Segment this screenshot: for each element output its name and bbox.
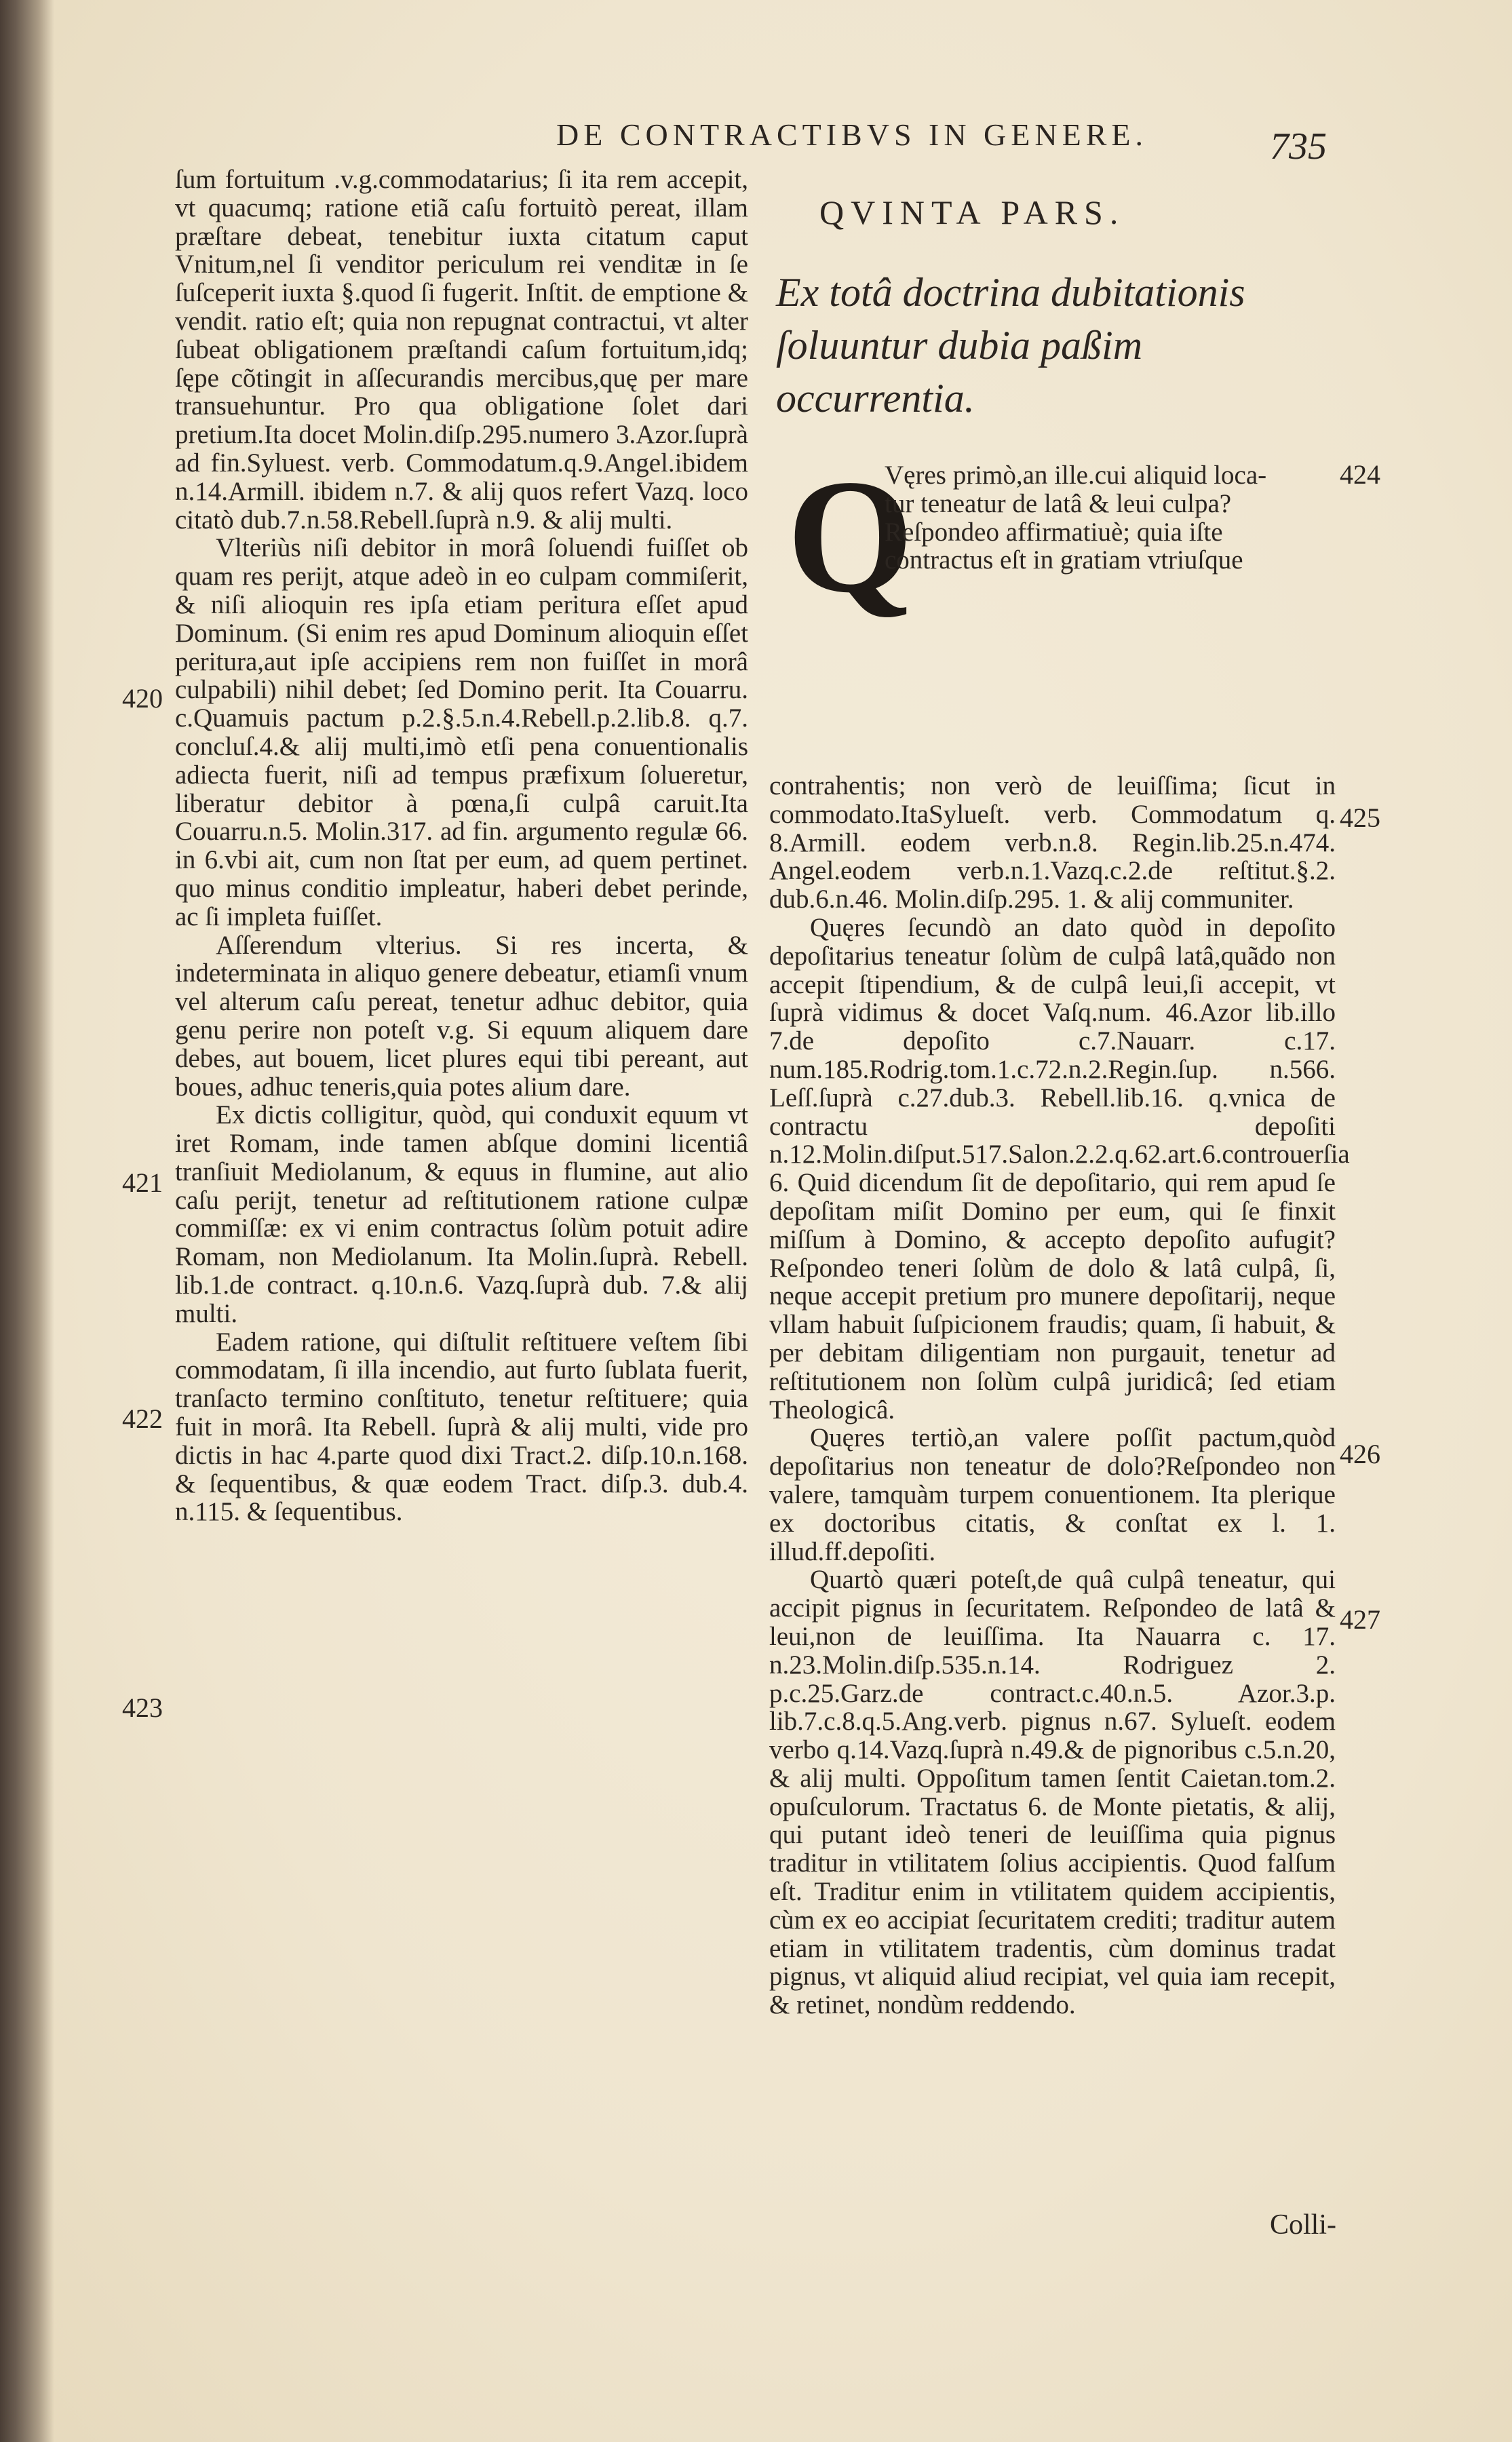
section-subtitle: Ex totâ doctrina dubitationis ſoluuntur dubia paßim occurrentia.	[776, 270, 1245, 421]
margin-number-427: 427	[1340, 1604, 1380, 1635]
drop-cap-line: Vęres primò,an ille.cui aliquid loca-	[885, 461, 1267, 490]
margin-number-422: 422	[122, 1403, 163, 1434]
catchword: Colli-	[1270, 2209, 1337, 2241]
paragraph-426: Quęres tertiò,an valere poſſit pactum,quòd depoſitarius non teneatur de dolo?Reſpondeo non valere, tamquàm turpem conuentionem. Ita plerique ex doctoribus citatis, & conſtat ex l. 1. illud.ff.depoſiti.	[769, 1423, 1336, 1566]
margin-number-425: 425	[1340, 802, 1380, 833]
paragraph-427: Quartò quæri poteſt,de quâ culpâ teneatur, qui accipit pignus in ſecuritatem. Reſpondeo de latâ & leui,non de leuiſſima. Ita Nauarra c. 17. n.23.Molin.diſp.535.n.14. Rodriguez 2. p.c.25.Garz.de contract.c.40.n.5. Azor.3.p. lib.7.c.8.q.5.Ang.verb. pignus n.67. Sylueſt. eodem verbo q.14.Vazq.ſuprà n.49.& de pignoribus c.5.n.20, & alij multi. Oppoſitum tamen ſentit Caietan.tom.2. opuſculorum. Tractatus 6. de Monte pietatis, & alij, qui putant ideò teneri de leuiſſima quia pignus traditur in vtilitatem ſolius accipientis. Quod falſum eſt. Traditur enim in vtilitatem quidem accipientis, cùm ex eo accipiat ſecuritatem crediti; traditur autem etiam in vtilitatem tradentis, cùm dominus tradat pignus, vt aliquid aliud recipiat, vel quia iam recepit, & retinet, nondùm reddendo.	[769, 1565, 1336, 2020]
page-number: 735	[1270, 125, 1327, 168]
paragraph-422: Ex dictis colligitur, quòd, qui conduxit equum vt iret Romam, inde tamen abſque domini licentiâ tranſiuit Mediolanum, & equus in flumine, aut alio caſu perijt, tenetur ad reſtitutionem ratione culpæ commiſſæ: ex vi enim contractus ſolùm potuit adire Romam, non Mediolanum. Ita Molin.ſuprà. Rebell. lib.1.de contract. q.10.n.6. Vazq.ſuprà dub. 7.& alij multi.	[175, 1100, 748, 1328]
margin-number-426: 426	[1340, 1439, 1380, 1469]
margin-number-420: 420	[122, 683, 163, 714]
margin-number-424: 424	[1340, 459, 1380, 490]
right-column	[769, 771, 1350, 2020]
paragraph-423: Eadem ratione, qui diſtulit reſtituere veſtem ſibi commodatam, ſi illa incendio, aut furto ſublata fuerit, tranſacto termino conſtituto, tenetur reſtituere; quia fuit in morâ. Ita Rebell. ſuprà & alij multi, vide pro dictis in hac 4.parte quod dixi Tract.2. diſp.10.n.168. & ſequentibus, & quæ eodem Tract. diſp.3. dub.4. n.115. & ſequentibus.	[175, 1327, 748, 1527]
paragraph-424-opening	[769, 461, 1336, 575]
margin-number-421: 421	[122, 1167, 163, 1198]
drop-cap: Q	[787, 446, 914, 626]
paragraph-421: Aſſerendum vlterius. Si res incerta, & indeterminata in aliquo genere debeatur, etiamſi vnum vel alterum caſu pereat, tenetur adhuc debitor, quia genu perire non poteſt v.g. Si equum aliquem dare debes, aut bouem, licet plures equi tibi pereant, aut boues, adhuc teneris,quia potes alium dare.	[175, 930, 748, 1102]
paragraph-continued: ſum fortuitum .v.g.commodatarius; ſi ita rem accepit, vt quacumq; ratione etiã caſu fortuitò pereat, illam præſtare debeat, tenebitur iuxta citatum caput Vnitum,nel ſi venditor periculum rei venditæ in ſe ſuſceperit iuxta §.quod ſi fugerit. Inſtit. de emptione & vendit. ratio eſt; quia non repugnat contractui, vt alter ſubeat obligationem præſtandi caſum fortuitum,idq; ſępe cõtingit in aſſecurandis mercibus,quę per mare transuehuntur. Pro qua obligatione ſolet dari pretium.Ita docet Molin.diſp.295.numero 3.Azor.ſuprà ad fin.Syluest. verb. Commodatum.q.9.Angel.ibidem n.14.Armill. ibidem n.7. & alij quos refert Vazq. loco citatò dub.7.n.58.Rebell.ſuprà n.9. & alij multi.	[175, 165, 748, 535]
section-title: QVINTA PARS.	[819, 193, 1125, 231]
margin-number-423: 423	[122, 1692, 163, 1723]
drop-cap-line: contractus eſt in gratiam vtriuſque	[885, 545, 1243, 575]
binding-gutter	[0, 0, 54, 2442]
running-header: DE CONTRACTIBVS IN GENERE.	[556, 117, 1148, 152]
drop-cap-line: tur teneatur de latâ & leui culpa?	[885, 488, 1232, 518]
paragraph-420: Vlteriùs niſi debitor in morâ ſoluendi fuiſſet ob quam res perijt, atque adeò in eo culpam commiſerit, & niſi alioquin res ipſa etiam peritura eſſet apud Dominum. (Si enim res apud Dominum alioquin eſſet peritura,aut ipſe accipiens rem non fuiſſet in morâ culpabili) nihil debet; ſed Domino perit. Ita Couarru. c.Quamuis pactum p.2.§.5.n.4.Rebell.p.2.lib.8. q.7. concluſ.4.& alij multi,imò etſi pena conuentionalis adiecta fuerit, niſi ad tempus præfixum ſolueretur, liberatur debitor à pœna,ſi culpâ caruit.Ita Couarru.n.5. Molin.317. ad fin. argumento regulæ 66. in 6.vbi ait, cum non ſtat per eum, ad quem pertinet. quo minus conditio impleatur, haberi debet perinde, ac ſi impleta fuiſſet.	[175, 533, 748, 931]
paragraph-425: Quęres ſecundò an dato quòd in depoſito depoſitarius teneatur ſolùm de culpâ latâ,quãdo non accepit ſtipendium, & de culpâ leui,ſi accepit, vt ſuprà vidimus & docet Vaſq.num. 46.Azor lib.illo 7.de depoſito c.7.Nauarr. c.17. num.185.Rodrig.tom.1.c.72.n.2.Regin.ſup. n.566. Leſſ.ſuprà c.27.dub.3. Rebell.lib.16. q.vnica de contractu depoſiti n.12.Molin.diſput.517.Salon.2.2.q.62.art.6.controuerſia 6. Quid dicendum ſit de depoſitario, qui rem apud ſe depoſitam miſit Domino per eum, qui ſe finxit miſſum à Domino, & accepto depoſito aufugit?Reſpondeo teneri ſolùm de dolo & latâ culpâ, ſi, neque accepit pretium pro munere depoſitarij, neque vllam habuit ſuſpicionem fraudis; quam, ſi habuit, & per debitam diligentiam non purgauit, tenetur ad reſtitutionem non ſolùm culpâ juridicâ; ſed etiam Theologicâ.	[769, 912, 1350, 1424]
paragraph-424-rest: contrahentis; non verò de leuiſſima; ſicut in commodato.ItaSylueſt. verb. Commodatum q. 8.Armill. eodem verb.n.8. Regin.lib.25.n.474. Angel.eodem verb.n.1.Vazq.c.2.de reſtitut.§.2. dub.6.n.46. Molin.diſp.295. 1. & alij communiter.	[769, 771, 1336, 914]
drop-cap-line: Reſpondeo affirmatiuè; quia iſte	[885, 517, 1223, 547]
left-column	[175, 166, 748, 1526]
